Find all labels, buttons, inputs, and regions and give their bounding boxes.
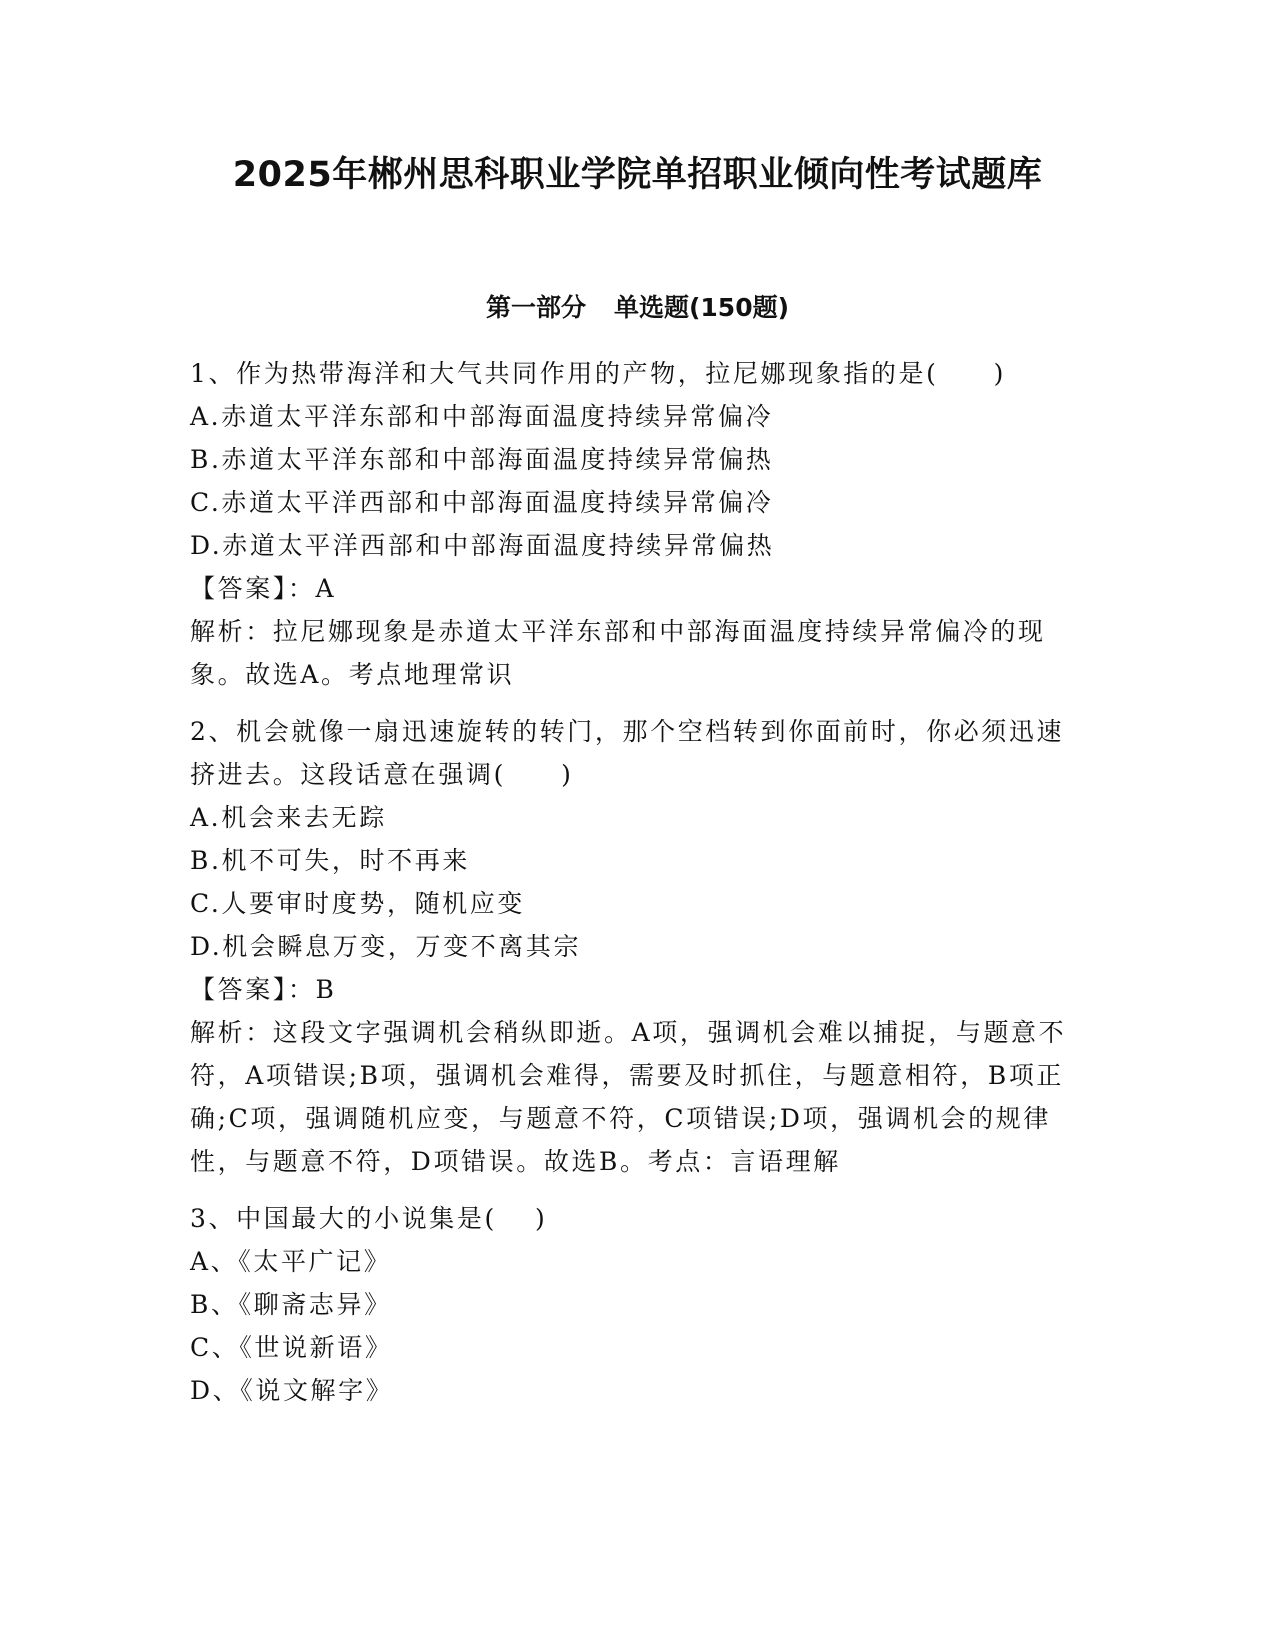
answer: 【答案】：A	[190, 574, 337, 603]
option-d: D.机会瞬息万变，万变不离其宗	[190, 932, 582, 961]
section-part: 第一部分	[485, 293, 586, 322]
option-c: C.赤道太平洋西部和中部海面温度持续异常偏冷	[190, 488, 774, 517]
answer: 【答案】：B	[190, 975, 337, 1004]
option-b: B.机不可失，时不再来	[190, 846, 470, 875]
question-stem: 1、作为热带海洋和大气共同作用的产物，拉尼娜现象指的是( )	[190, 359, 1007, 388]
option-d: D、《说文解字》	[190, 1376, 394, 1405]
option-d: D.赤道太平洋西部和中部海面温度持续异常偏热	[190, 531, 775, 560]
question-3	[190, 1197, 1090, 1412]
option-a: A、《太平广记》	[190, 1247, 392, 1276]
option-c: C、《世说新语》	[190, 1333, 393, 1362]
section-name: 单选题(150题)	[613, 293, 790, 322]
section-title	[0, 290, 1275, 326]
option-b: B、《聊斋志异》	[190, 1290, 392, 1319]
option-a: A.赤道太平洋东部和中部海面温度持续异常偏冷	[190, 402, 774, 431]
question-list	[190, 352, 1090, 1426]
question-2	[190, 710, 1090, 1183]
question-stem: 3、中国最大的小说集是( )	[190, 1204, 548, 1233]
option-b: B.赤道太平洋东部和中部海面温度持续异常偏热	[190, 445, 774, 474]
analysis: 解析：这段文字强调机会稍纵即逝。A项，强调机会难以捕捉，与题意不符，A项错误;B项，强调机会难得，需要及时抓住，与题意相符，B项正确;C项，强调随机应变，与题意不符，C项错误;D项，强调机会的规律性，与题意不符，D项错误。故选B。考点：言语理解	[190, 1018, 1067, 1176]
question-1	[190, 352, 1090, 696]
analysis: 解析：拉尼娜现象是赤道太平洋东部和中部海面温度持续异常偏冷的现象。故选A。考点地理常识	[190, 617, 1046, 689]
option-a: A.机会来去无踪	[190, 803, 387, 832]
question-stem: 2、机会就像一扇迅速旋转的转门，那个空档转到你面前时，你必须迅速挤进去。这段话意在强调( )	[190, 717, 1065, 789]
option-c: C.人要审时度势，随机应变	[190, 889, 525, 918]
document-title: 2025年郴州思科职业学院单招职业倾向性考试题库	[232, 155, 1043, 195]
